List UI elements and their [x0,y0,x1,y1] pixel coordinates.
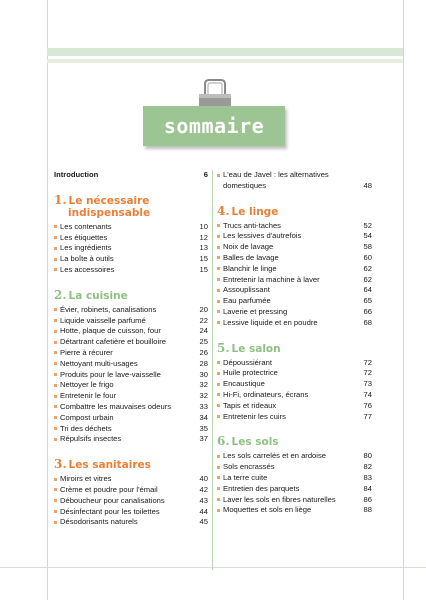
toc-label: Eau parfumée [217,296,277,307]
header-band-thin [47,59,403,63]
toc-page: 22 [199,315,208,325]
toc-label: Encaustique [217,379,271,390]
section-title: La cuisine [68,289,128,302]
section-title-line2: indispensable [68,206,151,219]
column-separator [212,170,213,570]
toc-label: Évier, robinets, canalisations [54,305,162,316]
section-title: Les sanitaires [68,459,151,472]
toc-page: 10 [199,221,208,231]
toc-label: Laverie et pressing [217,307,293,318]
header-band [47,48,403,56]
toc-page: 54 [363,231,372,241]
toc-entry[interactable] [217,401,372,412]
toc-entry[interactable] [217,285,372,296]
toc-label: Compost urbain [54,413,120,424]
toc-entry[interactable] [217,307,372,318]
toc-label: Moquettes et sols en liège [217,505,317,516]
toc-label: Produits pour le lave-vaisselle [54,370,167,381]
toc-entry[interactable] [54,359,208,370]
toc-entry[interactable] [217,368,372,379]
toc-page: 62 [363,274,372,284]
section-heading-3 [54,458,208,471]
toc-page: 25 [199,337,208,347]
toc-page: 72 [363,368,372,378]
toc-label: Dépoussiérant [217,358,278,369]
toc-label: Les sols carrelés et en ardoise [217,451,332,462]
toc-page: 34 [199,412,208,422]
page-title: sommaire [163,114,265,138]
toc-entry[interactable] [54,517,208,528]
toc-label: Hotte, plaque de cuisson, four [54,326,167,337]
toc-label: Nettoyant multi-usages [54,359,144,370]
toc-entry[interactable] [217,170,372,192]
toc-entry[interactable] [54,434,208,445]
toc-page: 20 [199,304,208,314]
toc-entry[interactable] [217,221,372,232]
toc-label: Crème et poudre pour l'émail [54,485,164,496]
toc-entry[interactable] [54,222,208,233]
binder-clip-icon [195,78,235,108]
section-4-list [217,221,372,329]
page-guide-left [47,0,48,600]
toc-label: Trucs anti-taches [217,221,287,232]
page-guide-bottom [0,567,426,568]
toc-label: Désinfectant pour les toilettes [54,507,166,518]
toc-label: Lessive liquide et en poudre [217,318,324,329]
toc-entry[interactable] [54,496,208,507]
toc-page: 76 [363,400,372,410]
toc-page: 35 [199,423,208,433]
toc-page: 30 [199,369,208,379]
toc-entry[interactable] [54,326,208,337]
section-title: Le nécessaire [68,194,150,207]
toc-page: 84 [363,483,372,493]
toc-page: 40 [199,474,208,484]
toc-entry[interactable] [217,264,372,275]
toc-entry[interactable] [217,242,372,253]
section-title: Le salon [231,342,281,355]
section-number: 5. [217,340,230,355]
section-number: 3. [54,457,67,472]
toc-entry[interactable] [54,391,208,402]
toc-entry[interactable] [217,379,372,390]
toc-entry[interactable] [54,316,208,327]
toc-entry[interactable] [54,413,208,424]
toc-page: 44 [199,506,208,516]
toc-entry[interactable] [217,495,372,506]
toc-right-column [217,170,372,516]
section-number: 4. [217,203,230,218]
section-1-list [54,222,208,276]
toc-entry[interactable] [217,275,372,286]
toc-page: 33 [199,401,208,411]
toc-page: 66 [363,306,372,316]
toc-page: 42 [199,484,208,494]
section-5-list [217,358,372,423]
title-label [143,106,285,146]
toc-page: 24 [199,326,208,336]
toc-label: Entretenir le four [54,391,122,402]
toc-label: Pierre à récurer [54,348,119,359]
toc-entry[interactable] [217,412,372,423]
toc-page: 73 [363,379,372,389]
toc-page: 43 [199,495,208,505]
toc-label: Tri des déchets [54,424,118,435]
toc-entry[interactable] [217,451,372,462]
toc-label: La boîte à outils [54,254,120,265]
toc-page: 37 [199,434,208,444]
toc-entry[interactable] [217,473,372,484]
toc-entry[interactable] [54,424,208,435]
toc-entry[interactable] [217,318,372,329]
toc-page: 48 [363,180,372,190]
section-2-list [54,305,208,445]
toc-page: 83 [363,472,372,482]
toc-page: 60 [363,252,372,262]
section-number: 2. [54,287,67,302]
toc-page: 88 [363,505,372,515]
toc-entry[interactable] [54,474,208,485]
toc-label: Désodorisants naturels [54,517,144,528]
toc-label: Miroirs et vitres [54,474,117,485]
toc-page: 45 [199,517,208,527]
toc-entry[interactable] [217,390,372,401]
toc-label: Les accessoires [54,265,120,276]
toc-page: 86 [363,494,372,504]
toc-entry[interactable] [54,370,208,381]
section-title: Les sols [231,436,279,449]
toc-label: Combattre les mauvaises odeurs [54,402,177,413]
toc-entry[interactable] [54,507,208,518]
section-3-list [54,474,208,528]
toc-page: 80 [363,451,372,461]
toc-page: 15 [199,254,208,264]
toc-entry[interactable] [54,348,208,359]
toc-page: 6 [203,170,208,179]
toc-label: Entretenir la machine à laver [217,275,326,286]
toc-page: 28 [199,358,208,368]
toc-label: Tapis et rideaux [217,401,282,412]
toc-label: Détartrant cafetière et bouilloire [54,337,172,348]
toc-entry[interactable] [54,233,208,244]
toc-label: Blanchir le linge [217,264,283,275]
section-number: 1. [54,192,67,207]
toc-left-column [54,170,208,528]
toc-page: 52 [363,220,372,230]
section-heading-6 [217,435,372,448]
toc-page: 15 [199,264,208,274]
toc-label: Sols encrassés [217,462,281,473]
toc-entry[interactable] [54,380,208,391]
toc-page: 13 [199,243,208,253]
toc-page: 64 [363,285,372,295]
toc-entry[interactable] [54,265,208,276]
toc-intro[interactable] [54,170,208,181]
toc-entry[interactable] [54,485,208,496]
toc-label: Répulsifs insectes [54,434,127,445]
toc-label: Les ingrédients [54,243,118,254]
toc-label: Déboucheur pour canalisations [54,496,171,507]
toc-label: Assouplissant [217,285,276,296]
toc-entry[interactable] [217,296,372,307]
toc-page: 58 [363,242,372,252]
toc-label: Nettoyer le frigo [54,380,120,391]
toc-label: Hi-Fi, ordinateurs, écrans [217,390,314,401]
toc-page: 77 [363,411,372,421]
toc-label: Entretien des parquets [217,484,305,495]
toc-entry[interactable] [54,337,208,348]
toc-page: 32 [199,391,208,401]
section-title: Le linge [231,205,279,218]
toc-page: 62 [363,263,372,273]
toc-entry[interactable] [217,253,372,264]
toc-page: 32 [199,380,208,390]
section-6-list [217,451,372,516]
toc-entry[interactable] [217,358,372,369]
toc-entry[interactable] [217,462,372,473]
section-heading-2 [54,289,208,302]
page-guide-right [403,0,404,600]
toc-entry[interactable] [54,305,208,316]
toc-label: Les lessives d'autrefois [217,231,307,242]
toc-page: 82 [363,462,372,472]
toc-page: 65 [363,296,372,306]
toc-label: L'eau de Javel : les alternatives domestiques [217,170,357,192]
toc-label: Les étiquettes [54,233,113,244]
toc-label: Noix de lavage [217,242,279,253]
section-heading-5 [217,342,372,355]
toc-label: Huile protectrice [217,368,284,379]
toc-label: Liquide vaisselle parfumé [54,316,152,327]
toc-page: 12 [199,232,208,242]
toc-label: Balles de lavage [217,253,285,264]
toc-page: 72 [363,357,372,367]
toc-label: Laver les sols en fibres naturelles [217,495,342,506]
section-heading-1 [54,194,208,219]
toc-label: Introduction [54,170,99,179]
section-heading-4 [217,205,372,218]
toc-label: La terre cuite [217,473,273,484]
toc-entry[interactable] [217,505,372,516]
toc-page: 74 [363,389,372,399]
toc-entry[interactable] [54,254,208,265]
toc-page: 26 [199,347,208,357]
section-number: 6. [217,434,230,449]
toc-entry[interactable] [217,484,372,495]
toc-entry[interactable] [54,402,208,413]
toc-label: Les contenants [54,222,118,233]
toc-page: 68 [363,317,372,327]
toc-entry[interactable] [217,231,372,242]
toc-label: Entretenir les cuirs [217,412,292,423]
toc-entry[interactable] [54,243,208,254]
